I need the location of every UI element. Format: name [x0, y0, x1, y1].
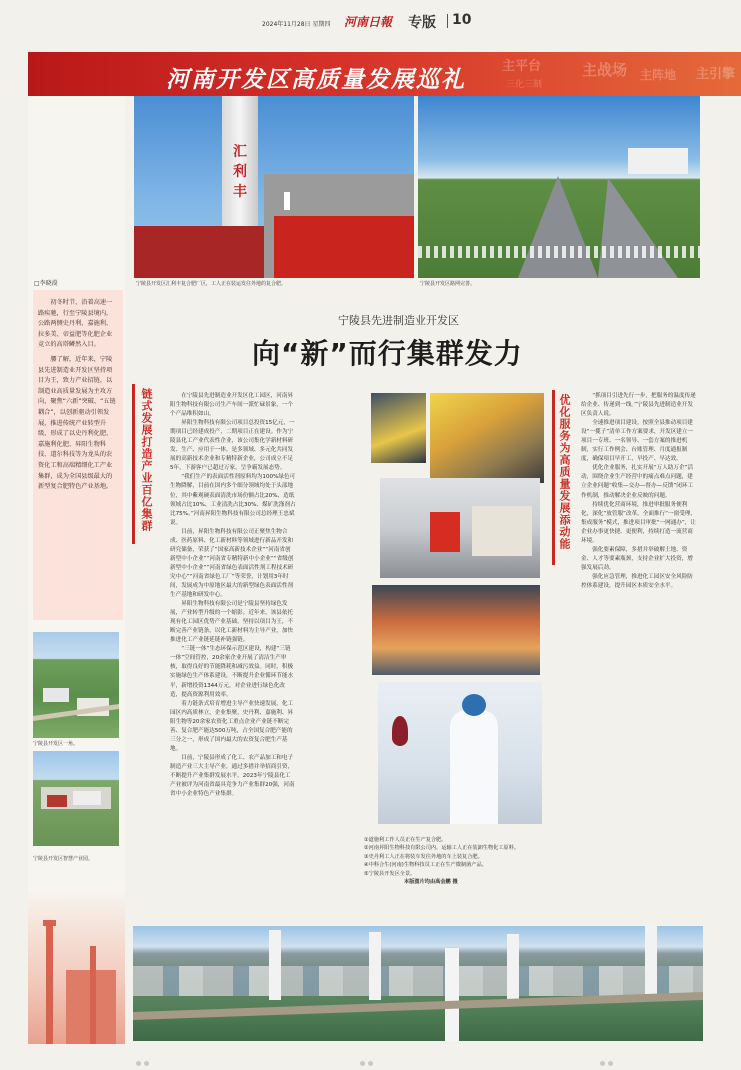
- note: ③史丹利工人正在将装车发往外地的车上装复合肥。: [364, 853, 483, 860]
- section-title-left: [138, 388, 160, 538]
- forklift: [430, 512, 460, 552]
- headline: 向“新”而行集群发力: [252, 337, 523, 370]
- building: [43, 688, 69, 702]
- newspaper-name: 河南日報: [344, 15, 393, 29]
- road: [598, 178, 678, 278]
- building: [47, 795, 67, 807]
- paragraph: 全速推进项目建设。按照全县推动项目建设“一揽子”清单工作方案要求，开发区建立一项目一专班、一名领导、一套方案的推进机制，实行工作例会、台账管理、月度通报制度，确保项目早开工、早投产、早达效。: [581, 420, 694, 463]
- sidebar-photo-park: [33, 632, 119, 738]
- crosswalk: [418, 246, 700, 258]
- collage-photo-3: [380, 478, 540, 578]
- paragraph: 目前，昇阳生物科技有限公司正聚焦生物合成、医药原料、化工新材料等领域进行新品开发和研究储备，荣获了“国家高新技术企业”“河南省创新型中小企业”“河南省专精特新中小企业”“省级创新型中小企业”“河南省绿色表面活性剂工程技术研究中心”“河南省绿色工厂”等荣誉，计划用3年时间，发展成为中原地区最大的新型绿色表面活性剂生产基地和研发中心。: [170, 528, 294, 599]
- sidebar-photo-industrial-park: [33, 751, 119, 846]
- paragraph: 强化要素保障，多措并举破解土地、资金、人才等要素瓶颈，支持企业扩大投资，增强发展后劲。: [581, 546, 693, 571]
- photo-credit: 本版图片均由高会鹏 摄: [404, 879, 458, 886]
- note: ②河南昇阳生物科技有限公司内，运输工人正在装卸生物化工原料。: [364, 845, 520, 852]
- tower-silhouette: [28, 890, 125, 1044]
- banner-bg-word: 主引擎: [696, 67, 736, 82]
- road: [133, 992, 703, 1020]
- divider: [447, 14, 448, 28]
- paragraph: 持续优化营商环境，推进审批服务便利化，深化“放管服”改革，全面推行“一窗受理、集成服务”模式，推进项目审批“一网通办”，让企业办事更快捷、更便利，持续打造一流营商环境。: [581, 501, 696, 544]
- paragraph: 着力链条式培育增进主导产业快速发展，化工园区内高质林立，企业集聚，史丹利、嘉施利、昇阳生物等20余家农资化工重点企业产业链不断完善、复合肥产能达500万吨，占全国复合肥产能的三分之一，形成了国内最大的农资复合肥生产基地。: [170, 700, 294, 752]
- road-network-photo: [418, 96, 700, 278]
- section-name: 专版: [408, 15, 436, 31]
- photo-caption: 宁陵县开发区路网完善。: [420, 281, 476, 287]
- publication-date: 2024年11月28日 星期四: [262, 21, 331, 28]
- collage-photo-5: [378, 682, 542, 824]
- section-title-text: 优化服务为高质量发展添动能: [558, 394, 571, 550]
- paragraph: 优化企业服务，扎实开展“万人助万企”活动，围绕企业生产经营中的痛点难点问题，建立企业问题“收集—交办—督办—反馈”闭环工作机制，推动解决企业反映的问题。: [581, 465, 694, 499]
- accent-bar: [132, 384, 135, 544]
- photo-notes: [364, 836, 528, 886]
- photo-caption: 宁陵县开发区汇利丰复合肥厂区，工人正在装运发往外地的复合肥。: [136, 281, 287, 287]
- tower: [445, 948, 459, 1041]
- section-title-right: [556, 394, 578, 564]
- paragraph: “我们生产的表面活性剂原料均为100%绿色可生物降解，目前在国内多个细分领域均处于头部地位，其中紫观硬表面清洗市场份额占比20%、造纸领域占比10%、工业清洗占比30%、煤矿洗涤剂占比75%。”河南昇阳生物科技有限公司总经理王忠斌说。: [170, 474, 296, 526]
- paragraph: “抓项目引进先行一步，把服务的温度传递给企业、传递到一线。”宁陵县先进制造业开发区负责人说。: [581, 393, 696, 418]
- building: [628, 148, 688, 174]
- accent-bar: [552, 390, 555, 565]
- intro-paragraph-1: 初冬时节，沿着高速一路疾驰，行至宁陵县境内，公路两侧史丹利、嘉施利、拉多美、帝益肥等化肥企业竞立的高塔鳞然入目。: [38, 299, 113, 349]
- page-number: 10: [452, 12, 472, 28]
- banner-bg-word: 三化三制: [506, 80, 543, 90]
- tower: [507, 934, 519, 1000]
- banner-bg-word: 主战场: [582, 61, 628, 79]
- article-column-2: [581, 392, 697, 920]
- intro-paragraph-2: 腰了解，近年来，宁陵县先进制造业开发区坚持项目为王，致力产业招链，以制造业高质量发展为主攻方向，聚焦“六新”突破、“五链耦合”，以创新驱动引领发展，推进传统产业转型升级，形成了以史丹利化肥、嘉施利化肥、昇阳生物科技、道尔科技等为龙头的农资化工和高端精细化工产业集群，成为全国县级最大的新型复合肥特色产业基地。: [38, 355, 116, 491]
- sidebar-photo-caption: 宁陵县开发区一角。: [33, 741, 79, 747]
- factory-roofs: [133, 966, 703, 996]
- pallets: [472, 506, 532, 556]
- cap: [462, 694, 486, 716]
- tower-sign: 汇利丰: [233, 144, 247, 200]
- footer-dots: [136, 1051, 152, 1070]
- paragraph: “三链一体”生态环保示范区建设，构建“三链一体”空间管控，20余家企业开展了清洁生产审核，取得良好的节能降耗和减污效益。同时，积极实施绿色生产体系建设，不断提升企业循环节能水平，新增投资1344万元，对企业进行绿色化改造，提高资源利用效率。: [170, 646, 294, 698]
- worker: [284, 192, 290, 210]
- flask: [392, 716, 408, 746]
- collage-photo-4: [372, 585, 540, 675]
- note: ⑤宁陵县开发区全景。: [364, 870, 416, 877]
- fertilizer-factory-photo: [134, 96, 414, 278]
- section-title-text: 链式发展打造产业百亿集群: [140, 388, 153, 532]
- note: ④中科合生(河南)生物科技员工正在生产微制菌产品。: [364, 862, 487, 869]
- paragraph: 强化应急管理，推进化工园区安全风险防控体系建设，提升园区本质安全水平。: [581, 573, 693, 589]
- banner-bg-word: 主平台: [502, 59, 542, 74]
- article-column-1: [170, 392, 296, 872]
- paragraph: 在宁陵县先进制造业开发区化工园区，河南昇阳生物科技有限公司生产车间一派忙碌景象，一个个产品堆积如山。: [170, 393, 294, 418]
- tower: [269, 930, 281, 1000]
- masthead: [0, 0, 741, 52]
- collage-photo-2: [430, 393, 544, 483]
- footer-dots: [600, 1051, 616, 1070]
- kicker: 宁陵县先进制造业开发区: [338, 314, 459, 327]
- footer-dots: [360, 1051, 376, 1070]
- byline: □李晓漠: [34, 280, 58, 287]
- fertilizer-bags: [134, 226, 264, 278]
- intro-box: [33, 290, 123, 620]
- banner-title: 河南开发区高质量发展巡礼: [166, 66, 466, 93]
- note: ①道施利工作人员正在生产复合肥。: [364, 837, 447, 843]
- paragraph: 昇阳生物科技有限公司项目总投资15亿元，一期项目已经建成投产，二期项目正在建设。作为宁陵县化工产业代表性企业，该公司集化学新材料研发、生产、应用于一体，是多领域、多元化共同发展的高新技术企业和专精特新企业，公司成立不足5年，下游客户已超过万家，呈争霸发展态势。: [170, 420, 295, 472]
- scientist: [450, 710, 498, 824]
- road: [518, 176, 598, 278]
- tower: [645, 926, 657, 998]
- paragraph: 目前，宁陵县形成了化工、农产品加工和电子制造产业三大主导产业，通过多措并举招商引资，不断提升产业集群发展水平，2023年宁陵县化工产业被评为河南省最具竞争力产业集群20强，河南省中小企业特色产业集群。: [170, 754, 295, 798]
- building: [73, 791, 101, 805]
- aerial-panorama-photo: [133, 926, 703, 1041]
- sidebar-photo-caption: 宁陵县开发区智慧产业园。: [33, 856, 94, 862]
- tower: [369, 932, 381, 1000]
- collage-photo-1: [371, 393, 426, 463]
- banner-bg-word: 主阵地: [640, 68, 677, 82]
- truck: [274, 216, 414, 278]
- paragraph: 昇阳生物科技有限公司是宁陵县坚持绿色发展，产业转型升级的一个缩影。近年来，该县依托现有化工园区优势产业基础，坚持以项目为王，不断完善产业链条，以化工新材料为主导产业，加快推进化工产业链延链补链强链。: [170, 601, 294, 644]
- topic-banner: [28, 52, 741, 96]
